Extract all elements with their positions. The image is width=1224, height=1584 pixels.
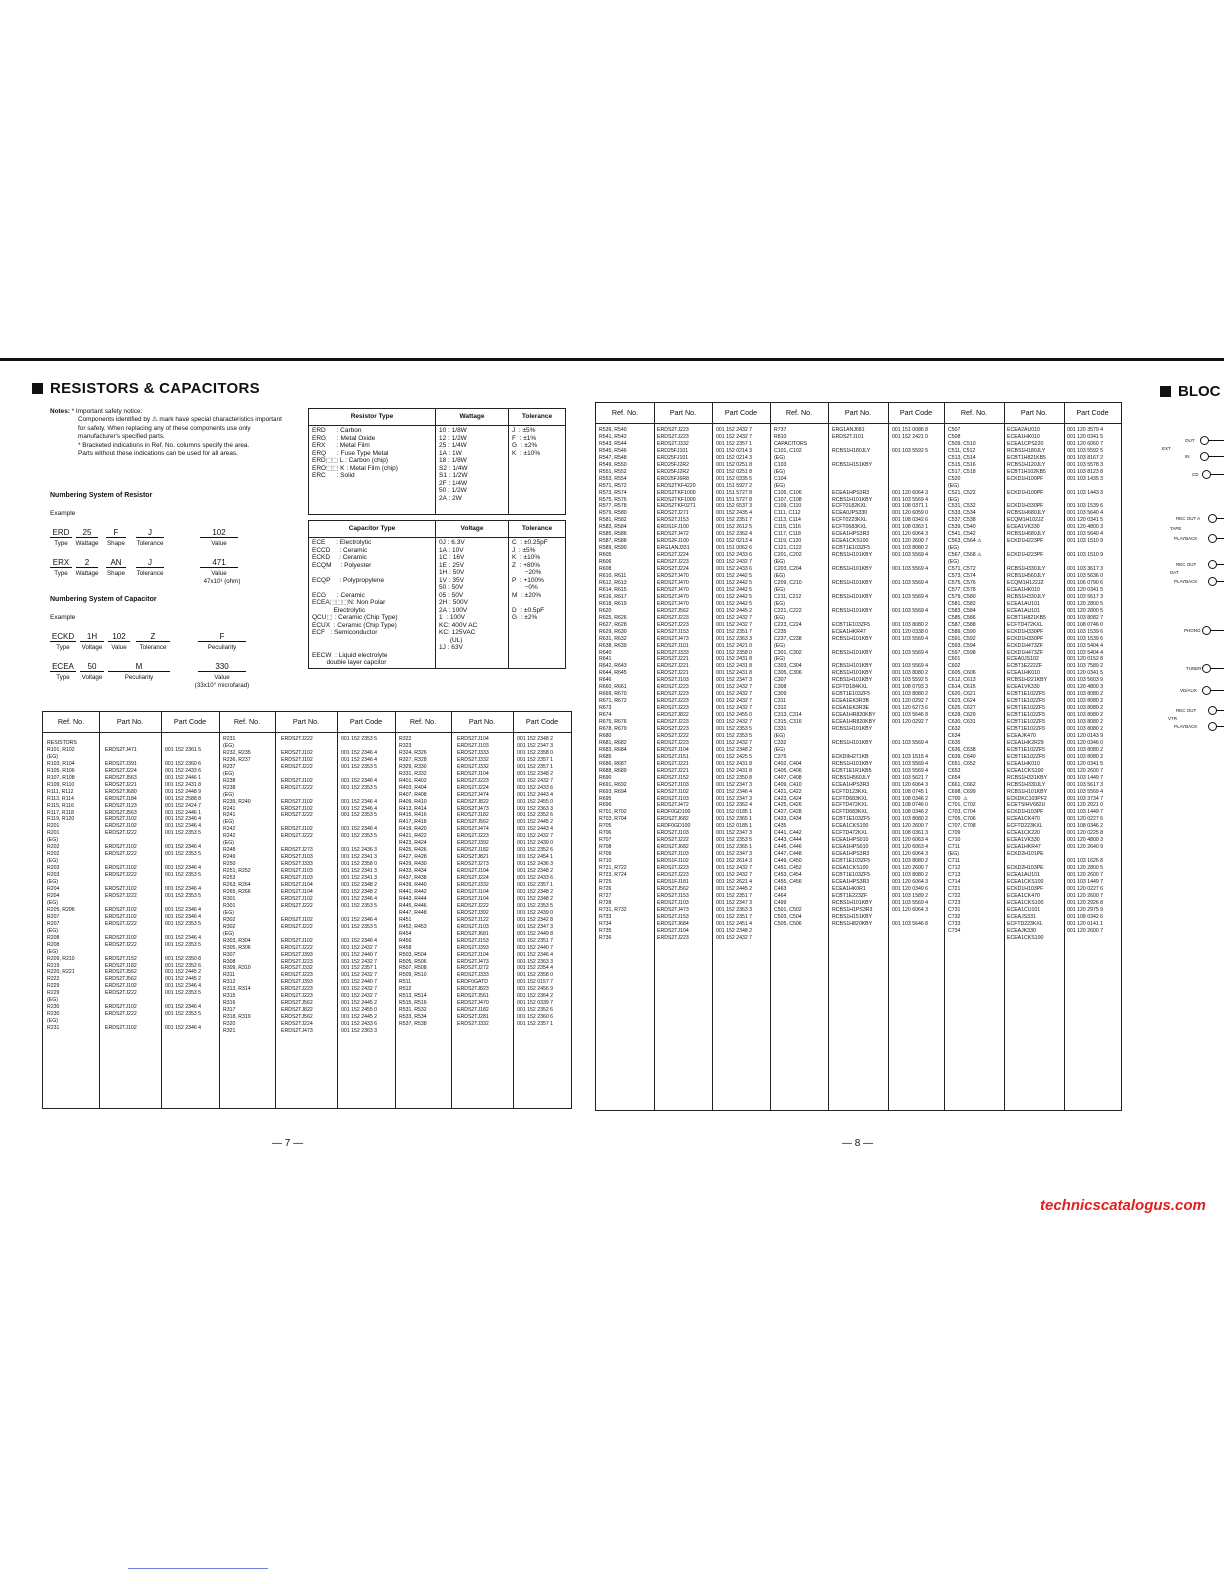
- p7-part-col-3: ERDS2TJ104 ERDS2TJ103 ERDS2TJ333 ERDS2TJ332 ERDS2TJ332 ERDS2TJ104 ERDS2TJ223 ERDS2TJ224 ERDS2TJ474 ERDS2TJ822 ERDS2TJ473 ERDS2TJ182 ERDS2TJ562 ERDS2TJ474 ERDS2TJ223 ERDS2TJ392 ERDS2TJ182 ERDS2TJ821 ERDS2TJ273 ERDS2TJ104 ERDS2TJ224 ERDS2TJ332 ERDS2TJ104 ERDS2TJ104 ERDS2TJ222 ERDS2TJ392 ERDS2TJ122 ERDS2TJ103 ERDS2TJ681 ERDS2TJ153 ERDS2TJ393 ERDS2TJ104 ERDS2TJ473 ERDS2TJ272 ERDS2TJ333 ERDF0GATD ERDS2TJ823 ERDS2TJ561 ERDS2TJ470 ERDS2TJ182 ERDS2TJ281 ERDS2TJ332: [457, 736, 489, 1028]
- page-title: RESISTORS & CAPACITORS: [32, 380, 260, 397]
- p8-ref-col-1: R539, R540 R541, R542 R543, R544 R545, R546 R547, R548 R549, R550 R551, R552 R553, R554 R571, R572 R573, R574 R575, R576 R577, R578 R579, R580 R581, R582 R583, R584 R585, R586 R587, R588 R589, R590 R605 R606 R608 R610, R611 R612, R613 R614, R615 R616, R617 R618, R619 R620 R625, R626 R627, R628 R629, R630 R631, R632 R638, R639 R640 R641 R642, R643 R644, R645 R646 R660, R661 R669, R670 R671, R672 R673 R674 R675, R676 R678, R679 R680 R681, R682 R683, R684 R685 R686, R687 R688, R689 R690 R691, R692 R693, R694 R695 R696 R701, R702 R703, R704 R705 R706 R707 R708 R709 R710 R721, R722 R723, R724 R725 R726 R727 R728 R731, R732 R733 R734 R735 R736: [599, 427, 627, 941]
- p8-ref-col-3: C507 C508 C509, C510 C511, C512 C513, C514 C515, C516 C517, C518 C520 (EG) C521, C522 (EG) C531, C532 C533, C534 C537, C538 C539, C540 C541, C542 C563, C564 ⚠ (EG) C567, C568 ⚠ (EG) C571, C572 C573, C574 C575, C576 C577, C578 C579, C580 C581, C582 C583, C584 C585, C586 C587, C588 C589, C590 C591, C592 C593, C594 C597, C598 C601 C602 C605, C606 C612, C613 C614, C615 C620, C621 C623, C624 C625, C627 C628, C629 C630, C631 C632 C634 C635 C636, C638 C639, C640 C651, C652 C653 C654 C661, C662 C698, C699 C700 ⚠ C701, C702 C703, C704 C705, C706 C707, C708 C709 C710 C711 (EG) C711 C712 C713 C714 C721 C722 C723 C731 C732 C733 C734: [948, 427, 982, 934]
- p8-ref-col-2: R737 R810 CAPACITORS C101, C102 (EG) C103 (EG) C104 (EG) C105, C106 C107, C108 C109, C110 C111, C112 C113, C114 C115, C116 C117, C118 C119, C120 C121, C122 C201, C202 (EG) C203, C204 (EG) C209, C210 (EG) C211, C212 (EG) C221, C222 (EG) C223, C224 C235 C237, C238 (EG) C301, C302 (EG) C303, C304 C305, C306 C307 C308 C309 C311 C312 C313, C314 C315, C316 C331 (EG) C332 (EG) C375 C402, C404 C405, C406 C407, C408 C409, C410 C421, C422 C423, C424 C425, C426 C427, C428 C433, C434 C435 C441, C442 C443, C444 C445, C446 C447, C448 C449, C450 C451, C452 C453, C454 C455, C456 C463 C464 C499 C501, C502 C503, C504 C505, C506: [774, 427, 808, 927]
- capacitor-types: ECE : Electrolytic ECCD : Ceramic ECKD : Ceramic ECQM : Polyester ECQP : Polypropylene ECG : Ceramic ECEA⬚⬚⬚N: Non Polar Electrolytic QCU⬚ : Ceramic (Chip Type) ECUX : Ceramic (Chip Type) ECF : Semiconductor EECW : Liquid electrolyte double layer capcitor: [309, 538, 436, 669]
- p7-ref-col-1: RESISTORS R101, R102 (EG) R103, R104 R105, R106 R107, R108 R109, R110 R111, R112 R113, R114 R115, R116 R117, R118 R119, R120 R201 R201 (EG) R202 R202 (EG) R203 R203 (EG) R204 R204 (EG) R205, R206 R207 R207 (EG) R208 R208 (EG) R209, R210 R219 R220, R221 R222 R229 R229 (EG) R230 R230 (EG) R231: [47, 740, 77, 1032]
- p7-ref-col-2: R231 (EG) R232, R235 R236, R237 R237 (EG) R238 R238 (EG) R239, R240 R241 R241 (EG) R242 R242 (EG) R248 R249 R250 R251, R252 R253 R263, R264 R265, R266 R301 R301 (EG) R302 R302 (EG) R303, R304 R305, R306 R307 R308 R309, R310 R311 R312 R313, R314 R315 R316 R317 R318, R319 R320 R321: [223, 736, 251, 1035]
- watermark-url: technicscatalogus.com: [1040, 1197, 1206, 1214]
- p7-code-col-3: 001 152 2348 2 001 152 2347 3 001 152 2358 0 001 152 2357 1 001 152 2357 1 001 152 2348 2 001 152 2432 7 001 152 2433 6 001 152 2443 4 001 152 2455 0 001 152 2363 3 001 152 2352 6 001 152 2445 2 001 152 2443 4 001 152 2432 7 001 152 2439 0 001 152 2352 6 001 152 2454 1 001 152 2436 3 001 152 2348 2 001 152 2433 6 001 152 2357 1 001 152 2348 2 001 152 2348 2 001 152 2353 5 001 152 2439 0 001 152 2342 8 001 152 2347 3 001 152 2449 8 001 152 2351 7 001 152 2440 7 001 152 2346 4 001 152 2363 3 001 152 2354 4 001 152 2358 0 001 152 0157 7 001 152 2456 9 001 152 2364 2 001 152 0339 7 001 152 2352 6 001 152 2360 6 001 152 2357 1: [517, 736, 554, 1028]
- resistor-example-label: Example: [50, 510, 76, 517]
- p8-code-col-2: 001 151 0086 8 001 152 2421 0 001 103 5592 5 001 120 6064 3 001 103 5569 4 001 108 0371 1 001 120 6059 0 001 108 0342 6 001 108 0363 1 001 120 6064 3 001 120 2600 7 001 103 8080 2 001 103 5569 4 001 103 5569 4 001 103 5569 4 001 103 5569 4 001 103 5569 4 001 103 8080 2 001 120 0338 0 001 103 5569 4 001 103 5569 4 001 103 5569 4 001 103 8080 2 001 103 5592 5 001 108 0793 3 001 103 8080 2 001 120 0292 7 001 120 6273 6 001 103 5646 8 001 120 0292 7 001 103 5569 4 001 103 1515 4 001 103 5569 4 001 103 5569 4 001 103 5621 7 001 120 6064 3 001 108 0745 1 001 108 0346 2 001 108 0746 0 001 108 0346 2 001 103 8080 2 001 120 2600 7 001 108 0361 3 001 120 6063 4 001 120 6063 4 001 120 6064 3 001 103 8080 2 001 120 2600 7 001 103 8080 2 001 120 6064 3 001 120 0349 6 001 103 1589 2 001 103 5569 4 001 120 6064 3 001 103 5646 8: [892, 427, 929, 927]
- page-number-7: — 7 —: [272, 1138, 304, 1149]
- safety-notes: Notes: * Important safety notice: Components identified by ⚠ mark have special characteristics important for safety. When replacing any of these components use only manufacturer's specified parts. * Bracketed indications in Ref. No. columns specify the area. Parts without these indications can be used for all areas.: [50, 408, 282, 458]
- capacitor-type-header: Capacitor Type: [309, 521, 436, 538]
- footer-line: [128, 1568, 268, 1569]
- voltage-header: Voltage: [436, 521, 509, 538]
- p8-code-col-3: 001 120 3579 4 001 120 0341 5 001 120 6060 7 001 103 5592 5 001 103 8167 2 001 103 5578 3 001 103 8123 8 001 103 1435 3 001 103 1443 3 001 103 1539 6 001 103 5640 4 001 120 0341 5 001 120 4800 3 001 103 5640 4 001 103 1510 9 001 103 1510 9 001 103 3617 3 001 103 5636 0 001 106 0790 6 001 120 0341 5 001 103 5617 3 001 120 2800 5 001 120 2800 5 001 103 8082 7 001 108 0746 0 001 103 1539 6 001 103 1539 6 001 103 5404 4 001 103 5404 4 001 120 0152 8 001 103 7589 2 001 120 0341 5 001 103 5603 9 001 120 4800 3 001 103 8080 2 001 103 8080 2 001 103 8080 2 001 103 8080 2 001 103 8080 2 001 103 8080 2 001 120 0143 9 001 120 0346 0 001 103 8080 2 001 103 8080 2 001 120 0341 5 001 120 2600 7 001 103 1449 7 001 103 5617 3 001 103 5569 4 001 103 3734 7 001 120 2021 0 001 103 1449 7 001 120 0227 6 001 108 0346 2 001 120 0225 8 001 120 4800 3 001 120 2640 9 001 103 1626 8 001 120 2800 5 001 120 2600 7 001 103 1449 7 001 120 0227 6 001 120 2600 7 001 120 2926 8 001 120 2975 9 001 108 0342 6 001 120 0141 1 001 120 2600 7: [1067, 427, 1104, 934]
- resistor-wattages: 10 : 1/8W 12 : 1/2W 25 : 1/4W 1A : 1W 18 : 1/8W S2 : 1/4W S1 : 1/2W 2F : 1/4W 50 : 1/2W 2A : 2W: [436, 426, 509, 515]
- capacitor-voltages: 0J : 6.3V 1A : 10V 1C : 16V 1E : 25V 1H : 50V 1V : 35V 50 : 50V 05 : 50V 2H : 500V 2A : 100V 1 : 100V KC: 400V AC KC: 125VAC (UL) 1J : 63V: [436, 538, 509, 669]
- resistor-tolerances: J : ±5% F : ±1% G : ±2% K : ±10%: [509, 426, 566, 515]
- block-diagram-fragment: OUT EXT IN CD REC OUT A TAPE PLAYBACK REC OUT DAT PLAYBACK PHONO TUNER VD/AUX REC OUT VTR PLAYBACK: [1158, 398, 1224, 898]
- p7-code-col-1: 001 152 2361 5 001 152 2360 6 001 152 2433 6 001 152 2446 1 001 152 2431 8 001 152 2448 9 001 152 2588 8 001 152 2424 7 001 152 2446 1 001 152 2346 4 001 152 2346 4 001 152 2353 5 001 152 2346 4 001 152 2353 5 001 152 2346 4 001 152 2353 5 001 152 2346 4 001 152 2353 5 001 152 2346 4 001 152 2346 4 001 152 2353 5 001 152 2346 4 001 152 2353 5 001 152 2350 8 001 152 2352 6 001 152 2445 2 001 152 2445 2 001 152 2346 4 001 152 2353 5 001 152 2346 4 001 152 2353 5 001 152 2346 4: [165, 746, 202, 1032]
- p8-code-col-1: 001 152 2432 7 001 152 2432 7 001 152 2357 1 001 152 0214 3 001 152 0214 3 001 152 0251 8 001 152 0251 8 001 152 0335 5 001 151 5927 2 001 151 5727 8 001 151 5727 8 001 152 6537 3 001 152 2435 4 001 152 2351 7 001 152 2612 5 001 152 2362 4 001 152 0213 4 001 151 0062 6 001 152 2433 6 001 152 2432 7 001 152 2433 6 001 152 2442 5 001 152 2442 5 001 152 2442 5 001 152 2442 5 001 152 2442 5 001 152 2445 2 001 152 2432 7 001 152 2432 7 001 152 2351 7 001 152 2363 3 001 152 2421 0 001 152 2358 0 001 152 2431 8 001 152 2431 8 001 152 2431 8 001 152 2347 3 001 152 2432 7 001 152 2432 7 001 152 2432 7 001 152 2432 7 001 152 2455 0 001 152 2432 7 001 152 2353 5 001 152 2353 5 001 152 2432 7 001 152 2348 2 001 152 2425 5 001 152 2431 8 001 152 2431 8 001 152 2350 8 001 152 2347 3 001 152 2346 4 001 152 2347 3 001 152 2362 4 001 152 0185 1 001 152 2365 1 001 152 0185 1 001 152 2347 3 001 152 2353 5 001 152 2365 1 001 152 2347 3 001 152 2614 3 001 152 2432 7 001 152 2432 7 001 152 2621 4 001 152 2445 2 001 152 2351 7 001 152 2347 3 001 152 2363 3 001 152 2351 7 001 152 2451 4 001 152 2348 2 001 152 2432 7: [716, 427, 753, 941]
- p8-part-col-3: ECEA2AU010 ECEA1HK010 ECEA1CPS220 RCBS1H180JLY ECBT1H821KB5 RCBS1H120JLY ECBT1H102KB5 ECKD1H100PF ECKD1H100PF ECKD1H330PF RCBS1H680JLY ECQM1H102JZ ECEA1VK330 RCBS1H680JLY ECKD1H223PF ECKD1H223PF RCBS1H330JLY RCBS1H560JLY ECQM1H122JZ ECEA1HK010 RCBS1H330JLY ECEA1AU101 ECEA1AU101 ECBT1H821KB5 ECFTD472KXL ECKD1H330PF ECKD1H330PF ECKD1H473ZF ECKD1H473ZF ECEA0JS102 ECBT1E222ZF ECEA1HK010 RCBS1H221KBY ECEA1VK330 ECBT1E102ZF5 ECBT1E102ZF5 ECBT1E102ZF5 ECBT1E102ZF5 ECBT1E102ZF5 ECBT1E102ZF5 ECEAJK470 ECEA1HK2R29 ECBT1E102ZF5 ECBT1E102ZF5 ECEA1HK010 ECEA1CKS100 RCBS1H331KBY RCBS1H330JLY RCBS1H101KBY ECKDKC103PF2 ECETSIHV682U ECKD1H103PF ECEA1CK470 ECFTD223KXL ECEA1CK220 ECEA1VK330 ECEA1HKR47 ECKD2H101PE ECKD2H103PE ECEA1AU101 ECEA1CKS100 ECKD1H103PF ECEA1CK470 ECEA1CKS100 ECEA1CU101 ECEAJS331 ECFTD223KXL ECEAJK330 ECEA1CKS100: [1007, 427, 1048, 941]
- p8-part-col-1: ERDS2TJ223 ERDS2TJ223 ERDS2TJ332 ERD25FJ101 ERD25FJ101 ERD25FJ2R2 ERD25FJ2R2 ERD25FJ6R8 ERDS2TKF4220 ERDS2TKF1000 ERDS2TKF1000 ERDS2TKF0271 ERDS2TJ271 ERDS2TJ153 ERDS1FJ100 ERDS2TJ472 ERDS2FJ100 ERG1ANJ331 ERDS2TJ224 ERDS2TJ223 ERDS2TJ224 ERDS2TJ470 ERDS2TJ470 ERDS2TJ470 ERDS2TJ470 ERDS2TJ470 ERDS2TJ562 ERDS2TJ223 ERDS2TJ223 ERDS2TJ153 ERDS2TJ473 ERDS2TJ101 ERDS2TJ333 ERDS2TJ221 ERDS2TJ221 ERDS2TJ221 ERDS2TJ103 ERDS2TJ223 ERDS2TJ223 ERDS2TJ223 ERDS2TJ223 ERDS2TJ822 ERDS2TJ223 ERDS2TJ223 ERDS2TJ222 ERDS2TJ223 ERDS2TJ104 ERDS2TJ151 ERDS2TJ221 ERDS2TJ221 ERDS2TJ152 ERDS2TJ103 ERDS2TJ102 ERDS2TJ103 ERDS2TJ472 ERDF0GD100 ERDS2TJ682 ERDF0GD100 ERDS2TJ103 ERDS2TJ222 ERDS2TJ682 ERDS2TJ103 ERDS1FJ102 ERDS2TJ223 ERDS2TJ223 ERDS1FJ181 ERDS2TJ562 ERDS2TJ153 ERDS2TJ103 ERDS2TJ473 ERDS2TJ153 ERDS2TJ684 ERDS2TJ104 ERDS2TJ223: [657, 427, 696, 941]
- capacitor-tolerances: C : ±0.25pF J : ±5% K : ±10% Z : +80% −20% P : +100% −0% M : ±20% D : ±0.5pF G : ±2%: [509, 538, 566, 669]
- p7-ref-col-3: R322 R323 R324, R326 R327, R328 R329, R330 R331, R332 R401, R402 R403, R404 R407, R408 R409, R410 R413, R414 R415, R416 R417, R418 R419, R420 R421, R422 R423, R424 R425, R426 R427, R428 R429, R430 R433, R434 R437, R438 R439, R440 R441, R442 R443, R444 R445, R446 R447, R448 R451 R452, R453 R454 R456 R458 R503, R504 R505, R506 R507, R508 R509, R510 R511 R512 R513, R514 R515, R516 R531, R532 R533, R534 R537, R538: [399, 736, 427, 1028]
- parts-table-page7: Ref. No. Part No. Part Code Ref. No. Part No. Part Code Ref. No. Part No. Part Code RESISTORS R101, R102 (EG) R103, R104 R105, R106 R107, R108 R109, R110 R111, R112 R113, R114 R115, R116 R117, R118 R119, R120 R201 R201 (EG) R202 R202 (EG) R203 R203 (EG) R204 R204 (EG) R205, R206 R207 R207 (EG) R208 R208 (EG) R209, R210 R219 R220, R221 R222 R229 R229 (EG) R230 R230 (EG) R231 ERDS2TJ471 ERDS2TJ391 ERDS2TJ224 ERDS2TJ563 ERDS2TJ221 ERDS2TJ680 ERDS2TJ184 ERDS2TJ123 ERDS2TJ563 ERDS2TJ102 ERDS2TJ102 ERDS2TJ222 ERDS2TJ102 ERDS2TJ222 ERDS2TJ102 ERDS2TJ222 ERDS2TJ102 ERDS2TJ222 ERDS2TJ102 ERDS2TJ102 ERDS2TJ222 ERDS2TJ102 ERDS2TJ222 ERDS2TJ152 ERDS2TJ182 ERDS2TJ562 ERDS2TJ562 ERDS2TJ102 ERDS2TJ222 ERDS2TJ102 ERDS2TJ222 ERDS2TJ102 001 152 2361 5 001 152 2360 6 001 152 2433 6 001 152 2446 1 001 152 2431 8 001 152 2448 9 001 152 2588 8 001 152 2424 7 001 152 2446 1 001 152 2346 4 001 152 2346 4 001 152 2353 5 001 152 2346 4 001 152 2353 5 001 152 2346 4 001 152 2353 5 001 152 2346 4 001 152 2353 5 001 152 2346 4 001 152 2346 4 001 152 2353 5 001 152 2346 4 001 152 2353 5 001 152 2350 8 001 152 2352 6 001 152 2445 2 001 152 2445 2 001 152 2346 4 001 152 2353 5 001 152 2346 4 001 152 2353 5 001 152 2346 4 R231 (EG) R232, R235 R236, R237 R237 (EG) R238 R238 (EG) R239, R240 R241 R241 (EG) R242 R242 (EG) R248 R249 R250 R251, R252 R253 R263, R264 R265, R266 R301 R301 (EG) R302 R302 (EG) R303, R304 R305, R306 R307 R308 R309, R310 R311 R312 R313, R314 R315 R316 R317 R318, R319 R320 R321 ERDS2TJ222 ERDS2TJ102 ERDS2TJ102 ERDS2TJ222 ERDS2TJ102 ERDS2TJ222 ERDS2TJ102 ERDS2TJ102 ERDS2TJ222 ERDS2TJ102 ERDS2TJ222 ERDS2TJ273 ERDS2TJ103 ERDS2TJ333 ERDS2TJ103 ERDS2TJ103 ERDS2TJ104 ERDS2TJ104 ERDS2TJ102 ERDS2TJ222 ERDS2TJ102 ERDS2TJ222 ERDS2TJ102 ERDS2TJ222 ERDS2TJ393 ERDS2TJ223 ERDS2TJ332 ERDS2TJ223 ERDS2TJ393 ERDS2TJ223 ERDS2TJ223 ERDS2TJ562 ERDS2TJ822 ERDS2TJ562 ERDS2TJ224 ERDS2TJ473 001 152 2353 5 001 152 2346 4 001 152 2346 4 001 152 2353 5 001 152 2346 4 001 152 2353 5 001 152 2346 4 001 152 2346 4 001 152 2353 5 001 152 2346 4 001 152 2353 5 001 152 2436 3 001 152 2341 3 001 152 2358 0 001 152 2341 3 001 152 2341 3 001 152 2348 2 001 152 2348 2 001 152 2346 4 001 152 2353 5 001 152 2346 4 001 152 2353 5 001 152 2346 4 001 152 2432 7 001 152 2440 7 001 152 2432 7 001 152 2357 1 001 152 2432 7 001 152 2440 7 001 152 2432 7 001 152 2432 7 001 152 2445 2 001 152 2455 0 001 152 2445 2 001 152 2433 6 001 152 2363 3 R322 R323 R324, R326 R327, R328 R329, R330 R331, R332 R401, R402 R403, R404 R407, R408 R409, R410 R413, R414 R415, R416 R417, R418 R419, R420 R421, R422 R423, R424 R425, R426 R427, R428 R429, R430 R433, R434 R437, R438 R439, R440 R441, R442 R443, R444 R445, R446 R447, R448 R451 R452, R453 R454 R456 R458 R503, R504 R505, R506 R507, R508 R509, R510 R511 R512 R513, R514 R515, R516 R531, R532 R533, R534 R537, R538 ERDS2TJ104 ERDS2TJ103 ERDS2TJ333 ERDS2TJ332 ERDS2TJ332 ERDS2TJ104 ERDS2TJ223 ERDS2TJ224 ERDS2TJ474 ERDS2TJ822 ERDS2TJ473 ERDS2TJ182 ERDS2TJ562 ERDS2TJ474 ERDS2TJ223 ERDS2TJ392 ERDS2TJ182 ERDS2TJ821 ERDS2TJ273 ERDS2TJ104 ERDS2TJ224 ERDS2TJ332 ERDS2TJ104 ERDS2TJ104 ERDS2TJ222 ERDS2TJ392 ERDS2TJ122 ERDS2TJ103 ERDS2TJ681 ERDS2TJ153 ERDS2TJ393 ERDS2TJ104 ERDS2TJ473 ERDS2TJ272 ERDS2TJ333 ERDF0GATD ERDS2TJ823 ERDS2TJ561 ERDS2TJ470 ERDS2TJ182 ERDS2TJ281 ERDS2TJ332 001 152 2348 2 001 152 2347 3 001 152 2358 0 001 152 2357 1 001 152 2357 1 001 152 2348 2 001 152 2432 7 001 152 2433 6 001 152 2443 4 001 152 2455 0 001 152 2363 3 001 152 2352 6 001 152 2445 2 001 152 2443 4 001 152 2432 7 001 152 2439 0 001 152 2352 6 001 152 2454 1 001 152 2436 3 001 152 2348 2 001 152 2433 6 001 152 2357 1 001 152 2348 2 001 152 2348 2 001 152 2353 5 001 152 2439 0 001 152 2342 8 001 152 2347 3 001 152 2449 8 001 152 2351 7 001 152 2440 7 001 152 2346 4 001 152 2363 3 001 152 2354 4 001 152 2358 0 001 152 0157 7 001 152 2456 9 001 152 2364 2 001 152 0339 7 001 152 2352 6 001 152 2360 6 001 152 2357 1: [42, 711, 572, 1109]
- p8-part-col-2: ERG1ANJ681 ERDS2TJ101 RCBS1H180JLY RCBS1H151KBY ECEA1HPS3R3 RCBS1H101KBY ECFT0182KXL ECEA0JPS330 ECFT0223KXL ECFT0683KXL ECEA1HPS3R3 ECEA1CKS100 ECBT1E103ZF5 RCBS1H101KBY RCBS1H101KBY RCBS1H101KBY RCBS1H101KBY RCBS1H101KBY ECBT1E103ZF5 ECEA1HKR47 RCBS1H101KBY RCBS1H101KBY RCBS1H101KBY RCBS1H101KBY RCBS1H101KBY ECFTD184KXL ECBT1E103ZF5 ECEA1EK3R3B ECEA1EK3R3E ECEA1HR820KBY ECEA1HR820KBY RCBS1H101KBY RCBS1H101KBY ECKDIIH271KB RCBS1H101KBY ECBT1E1R1KB5 RCBS1H560JLY ECEA1HPS3R3 ECFTD123KXL ECFTD683KXL ECFTD472KXL ECFTD683KXL ECBT1E103ZF5 ECEA1CKS100 ECFTD472KXL ECEA1HPS010 ECEA1HPS010 ECEA1HPS3R3 ECBT1E103ZF5 ECEA1CKS100 ECBT1E103ZF5 ECEA1HPS3R3 ECEA1HK0R1 ECBT1E223ZF RCBS1H101KBY RCBS1H1PS3R3 RCBS1H151KBY RCBS1H820KBY: [832, 427, 876, 927]
- resistor-type-table: [308, 408, 566, 515]
- resistor-numbering-heading: Numbering System of Resistor: [50, 492, 153, 499]
- capacitor-numbering-heading: Numbering System of Capacitor: [50, 596, 157, 603]
- resistor-type-header: Resistor Type: [309, 409, 436, 426]
- page-number-8: — 8 —: [842, 1138, 874, 1149]
- top-rule: [0, 358, 1224, 361]
- wattage-header: Wattage: [436, 409, 509, 426]
- resistor-types: ERD : Carbon ERG : Metal Oxide ERX : Metal Film ERQ : Fuse Type Metal ERD⬚⬚ L : Carbon (chip) ERO⬚⬚ K : Metal Film (chip) ERC : Solid: [309, 426, 436, 515]
- tolerance-header: Tolerance: [509, 409, 566, 426]
- capacitor-type-table: [308, 520, 566, 669]
- block-title: BLOC: [1160, 383, 1221, 400]
- p7-code-col-2: 001 152 2353 5 001 152 2346 4 001 152 2346 4 001 152 2353 5 001 152 2346 4 001 152 2353 5 001 152 2346 4 001 152 2346 4 001 152 2353 5 001 152 2346 4 001 152 2353 5 001 152 2436 3 001 152 2341 3 001 152 2358 0 001 152 2341 3 001 152 2341 3 001 152 2348 2 001 152 2348 2 001 152 2346 4 001 152 2353 5 001 152 2346 4 001 152 2353 5 001 152 2346 4 001 152 2432 7 001 152 2440 7 001 152 2432 7 001 152 2357 1 001 152 2432 7 001 152 2440 7 001 152 2432 7 001 152 2432 7 001 152 2445 2 001 152 2455 0 001 152 2445 2 001 152 2433 6 001 152 2363 3: [341, 736, 378, 1035]
- cap-tolerance-header: Tolerance: [509, 521, 566, 538]
- p7-part-col-1: ERDS2TJ471 ERDS2TJ391 ERDS2TJ224 ERDS2TJ563 ERDS2TJ221 ERDS2TJ680 ERDS2TJ184 ERDS2TJ123 ERDS2TJ563 ERDS2TJ102 ERDS2TJ102 ERDS2TJ222 ERDS2TJ102 ERDS2TJ222 ERDS2TJ102 ERDS2TJ222 ERDS2TJ102 ERDS2TJ222 ERDS2TJ102 ERDS2TJ102 ERDS2TJ222 ERDS2TJ102 ERDS2TJ222 ERDS2TJ152 ERDS2TJ182 ERDS2TJ562 ERDS2TJ562 ERDS2TJ102 ERDS2TJ222 ERDS2TJ102 ERDS2TJ222 ERDS2TJ102: [105, 746, 137, 1032]
- parts-table-page8: Ref. No. Part No. Part Code Ref. No. Part No. Part Code Ref. No. Part No. Part Code R539, R540 R541, R542 R543, R544 R545, R546 R547, R548 R549, R550 R551, R552 R553, R554 R571, R572 R573, R574 R575, R576 R577, R578 R579, R580 R581, R582 R583, R584 R585, R586 R587, R588 R589, R590 R605 R606 R608 R610, R611 R612, R613 R614, R615 R616, R617 R618, R619 R620 R625, R626 R627, R628 R629, R630 R631, R632 R638, R639 R640 R641 R642, R643 R644, R645 R646 R660, R661 R669, R670 R671, R672 R673 R674 R675, R676 R678, R679 R680 R681, R682 R683, R684 R685 R686, R687 R688, R689 R690 R691, R692 R693, R694 R695 R696 R701, R702 R703, R704 R705 R706 R707 R708 R709 R710 R721, R722 R723, R724 R725 R726 R727 R728 R731, R732 R733 R734 R735 R736 ERDS2TJ223 ERDS2TJ223 ERDS2TJ332 ERD25FJ101 ERD25FJ101 ERD25FJ2R2 ERD25FJ2R2 ERD25FJ6R8 ERDS2TKF4220 ERDS2TKF1000 ERDS2TKF1000 ERDS2TKF0271 ERDS2TJ271 ERDS2TJ153 ERDS1FJ100 ERDS2TJ472 ERDS2FJ100 ERG1ANJ331 ERDS2TJ224 ERDS2TJ223 ERDS2TJ224 ERDS2TJ470 ERDS2TJ470 ERDS2TJ470 ERDS2TJ470 ERDS2TJ470 ERDS2TJ562 ERDS2TJ223 ERDS2TJ223 ERDS2TJ153 ERDS2TJ473 ERDS2TJ101 ERDS2TJ333 ERDS2TJ221 ERDS2TJ221 ERDS2TJ221 ERDS2TJ103 ERDS2TJ223 ERDS2TJ223 ERDS2TJ223 ERDS2TJ223 ERDS2TJ822 ERDS2TJ223 ERDS2TJ223 ERDS2TJ222 ERDS2TJ223 ERDS2TJ104 ERDS2TJ151 ERDS2TJ221 ERDS2TJ221 ERDS2TJ152 ERDS2TJ103 ERDS2TJ102 ERDS2TJ103 ERDS2TJ472 ERDF0GD100 ERDS2TJ682 ERDF0GD100 ERDS2TJ103 ERDS2TJ222 ERDS2TJ682 ERDS2TJ103 ERDS1FJ102 ERDS2TJ223 ERDS2TJ223 ERDS1FJ181 ERDS2TJ562 ERDS2TJ153 ERDS2TJ103 ERDS2TJ473 ERDS2TJ153 ERDS2TJ684 ERDS2TJ104 ERDS2TJ223 001 152 2432 7 001 152 2432 7 001 152 2357 1 001 152 0214 3 001 152 0214 3 001 152 0251 8 001 152 0251 8 001 152 0335 5 001 151 5927 2 001 151 5727 8 001 151 5727 8 001 152 6537 3 001 152 2435 4 001 152 2351 7 001 152 2612 5 001 152 2362 4 001 152 0213 4 001 151 0062 6 001 152 2433 6 001 152 2432 7 001 152 2433 6 001 152 2442 5 001 152 2442 5 001 152 2442 5 001 152 2442 5 001 152 2442 5 001 152 2445 2 001 152 2432 7 001 152 2432 7 001 152 2351 7 001 152 2363 3 001 152 2421 0 001 152 2358 0 001 152 2431 8 001 152 2431 8 001 152 2431 8 001 152 2347 3 001 152 2432 7 001 152 2432 7 001 152 2432 7 001 152 2432 7 001 152 2455 0 001 152 2432 7 001 152 2353 5 001 152 2353 5 001 152 2432 7 001 152 2348 2 001 152 2425 5 001 152 2431 8 001 152 2431 8 001 152 2350 8 001 152 2347 3 001 152 2346 4 001 152 2347 3 001 152 2362 4 001 152 0185 1 001 152 2365 1 001 152 0185 1 001 152 2347 3 001 152 2353 5 001 152 2365 1 001 152 2347 3 001 152 2614 3 001 152 2432 7 001 152 2432 7 001 152 2621 4 001 152 2445 2 001 152 2351 7 001 152 2347 3 001 152 2363 3 001 152 2351 7 001 152 2451 4 001 152 2348 2 001 152 2432 7 R737 R810 CAPACITORS C101, C102 (EG) C103 (EG) C104 (EG) C105, C106 C107, C108 C109, C110 C111, C112 C113, C114 C115, C116 C117, C118 C119, C120 C121, C122 C201, C202 (EG) C203, C204 (EG) C209, C210 (EG) C211, C212 (EG) C221, C222 (EG) C223, C224 C235 C237, C238 (EG) C301, C302 (EG) C303, C304 C305, C306 C307 C308 C309 C311 C312 C313, C314 C315, C316 C331 (EG) C332 (EG) C375 C402, C404 C405, C406 C407, C408 C409, C410 C421, C422 C423, C424 C425, C426 C427, C428 C433, C434 C435 C441, C442 C443, C444 C445, C446 C447, C448 C449, C450 C451, C452 C453, C454 C455, C456 C463 C464 C499 C501, C502 C503, C504 C505, C506 ERG1ANJ681 ERDS2TJ101 RCBS1H180JLY RCBS1H151KBY ECEA1HPS3R3 RCBS1H101KBY ECFT0182KXL ECEA0JPS330 ECFT0223KXL ECFT0683KXL ECEA1HPS3R3 ECEA1CKS100 ECBT1E103ZF5 RCBS1H101KBY RCBS1H101KBY RCBS1H101KBY RCBS1H101KBY RCBS1H101KBY ECBT1E103ZF5 ECEA1HKR47 RCBS1H101KBY RCBS1H101KBY RCBS1H101KBY RCBS1H101KBY RCBS1H101KBY ECFTD184KXL ECBT1E103ZF5 ECEA1EK3R3B ECEA1EK3R3E ECEA1HR820KBY ECEA1HR820KBY RCBS1H101KBY RCBS1H101KBY ECKDIIH271KB RCBS1H101KBY ECBT1E1R1KB5 RCBS1H560JLY ECEA1HPS3R3 ECFTD123KXL ECFTD683KXL ECFTD472KXL ECFTD683KXL ECBT1E103ZF5 ECEA1CKS100 ECFTD472KXL ECEA1HPS010 ECEA1HPS010 ECEA1HPS3R3 ECBT1E103ZF5 ECEA1CKS100 ECBT1E103ZF5 ECEA1HPS3R3 ECEA1HK0R1 ECBT1E223ZF RCBS1H101KBY RCBS1H1PS3R3 RCBS1H151KBY RCBS1H820KBY 001 151 0086 8 001 152 2421 0 001 103 5592 5 001 120 6064 3 001 103 5569 4 001 108 0371 1 001 120 6059 0 001 108 0342 6 001 108 0363 1 001 120 6064 3 001 120 2600 7 001 103 8080 2 001 103 5569 4 001 103 5569 4 001 103 5569 4 001 103 5569 4 001 103 5569 4 001 103 8080 2 001 120 0338 0 001 103 5569 4 001 103 5569 4 001 103 5569 4 001 103 8080 2 001 103 5592 5 001 108 0793 3 001 103 8080 2 001 120 0292 7 001 120 6273 6 001 103 5646 8 001 120 0292 7 001 103 5569 4 001 103 1515 4 001 103 5569 4 001 103 5569 4 001 103 5621 7 001 120 6064 3 001 108 0745 1 001 108 0346 2 001 108 0746 0 001 108 0346 2 001 103 8080 2 001 120 2600 7 001 108 0361 3 001 120 6063 4 001 120 6063 4 001 120 6064 3 001 103 8080 2 001 120 2600 7 001 103 8080 2 001 120 6064 3 001 120 0349 6 001 103 1589 2 001 103 5569 4 001 120 6064 3 001 103 5646 8 C507 C508 C509, C510 C511, C512 C513, C514 C515, C516 C517, C518 C520 (EG) C521, C522 (EG) C531, C532 C533, C534 C537, C538 C539, C540 C541, C542 C563, C564 ⚠ (EG) C567, C568 ⚠ (EG) C571, C572 C573, C574 C575, C576 C577, C578 C579, C580 C581, C582 C583, C584 C585, C586 C587, C588 C589, C590 C591, C592 C593, C594 C597, C598 C601 C602 C605, C606 C612, C613 C614, C615 C620, C621 C623, C624 C625, C627 C628, C629 C630, C631 C632 C634 C635 C636, C638 C639, C640 C651, C652 C653 C654 C661, C662 C698, C699 C700 ⚠ C701, C702 C703, C704 C705, C706 C707, C708 C709 C710 C711 (EG) C711 C712 C713 C714 C721 C722 C723 C731 C732 C733 C734 ECEA2AU010 ECEA1HK010 ECEA1CPS220 RCBS1H180JLY ECBT1H821KB5 RCBS1H120JLY ECBT1H102KB5 ECKD1H100PF ECKD1H100PF ECKD1H330PF RCBS1H680JLY ECQM1H102JZ ECEA1VK330 RCBS1H680JLY ECKD1H223PF ECKD1H223PF RCBS1H330JLY RCBS1H560JLY ECQM1H122JZ ECEA1HK010 RCBS1H330JLY ECEA1AU101 ECEA1AU101 ECBT1H821KB5 ECFTD472KXL ECKD1H330PF ECKD1H330PF ECKD1H473ZF ECKD1H473ZF ECEA0JS102 ECBT1E222ZF ECEA1HK010 RCBS1H221KBY ECEA1VK330 ECBT1E102ZF5 ECBT1E102ZF5 ECBT1E102ZF5 ECBT1E102ZF5 ECBT1E102ZF5 ECBT1E102ZF5 ECEAJK470 ECEA1HK2R29 ECBT1E102ZF5 ECBT1E102ZF5 ECEA1HK010 ECEA1CKS100 RCBS1H331KBY RCBS1H330JLY RCBS1H101KBY ECKDKC103PF2 ECETSIHV682U ECKD1H103PF ECEA1CK470 ECFTD223KXL ECEA1CK220 ECEA1VK330 ECEA1HKR47 ECKD2H101PE ECKD2H103PE ECEA1AU101 ECEA1CKS100 ECKD1H103PF ECEA1CK470 ECEA1CKS100 ECEA1CU101 ECEAJS331 ECFTD223KXL ECEAJK330 ECEA1CKS100 001 120 3579 4 001 120 0341 5 001 120 6060 7 001 103 5592 5 001 103 8167 2 001 103 5578 3 001 103 8123 8 001 103 1435 3 001 103 1443 3 001 103 1539 6 001 103 5640 4 001 120 0341 5 001 120 4800 3 001 103 5640 4 001 103 1510 9 001 103 1510 9 001 103 3617 3 001 103 5636 0 001 106 0790 6 001 120 0341 5 001 103 5617 3 001 120 2800 5 001 120 2800 5 001 103 8082 7 001 108 0746 0 001 103 1539 6 001 103 1539 6 001 103 5404 4 001 103 5404 4 001 120 0152 8 001 103 7589 2 001 120 0341 5 001 103 5603 9 001 120 4800 3 001 103 8080 2 001 103 8080 2 001 103 8080 2 001 103 8080 2 001 103 8080 2 001 103 8080 2 001 120 0143 9 001 120 0346 0 001 103 8080 2 001 103 8080 2 001 120 0341 5 001 120 2600 7 001 103 1449 7 001 103 5617 3 001 103 5569 4 001 103 3734 7 001 120 2021 0 001 103 1449 7 001 120 0227 6 001 108 0346 2 001 120 0225 8 001 120 4800 3 001 120 2640 9 001 103 1626 8 001 120 2800 5 001 120 2600 7 001 103 1449 7 001 120 0227 6 001 120 2600 7 001 120 2926 8 001 120 2975 9 001 108 0342 6 001 120 0141 1 001 120 2600 7: [595, 402, 1122, 1111]
- p7-part-col-2: ERDS2TJ222 ERDS2TJ102 ERDS2TJ102 ERDS2TJ222 ERDS2TJ102 ERDS2TJ222 ERDS2TJ102 ERDS2TJ102 ERDS2TJ222 ERDS2TJ102 ERDS2TJ222 ERDS2TJ273 ERDS2TJ103 ERDS2TJ333 ERDS2TJ103 ERDS2TJ103 ERDS2TJ104 ERDS2TJ104 ERDS2TJ102 ERDS2TJ222 ERDS2TJ102 ERDS2TJ222 ERDS2TJ102 ERDS2TJ222 ERDS2TJ393 ERDS2TJ223 ERDS2TJ332 ERDS2TJ223 ERDS2TJ393 ERDS2TJ223 ERDS2TJ223 ERDS2TJ562 ERDS2TJ822 ERDS2TJ562 ERDS2TJ224 ERDS2TJ473: [281, 736, 313, 1035]
- capacitor-example-label: Example: [50, 614, 76, 621]
